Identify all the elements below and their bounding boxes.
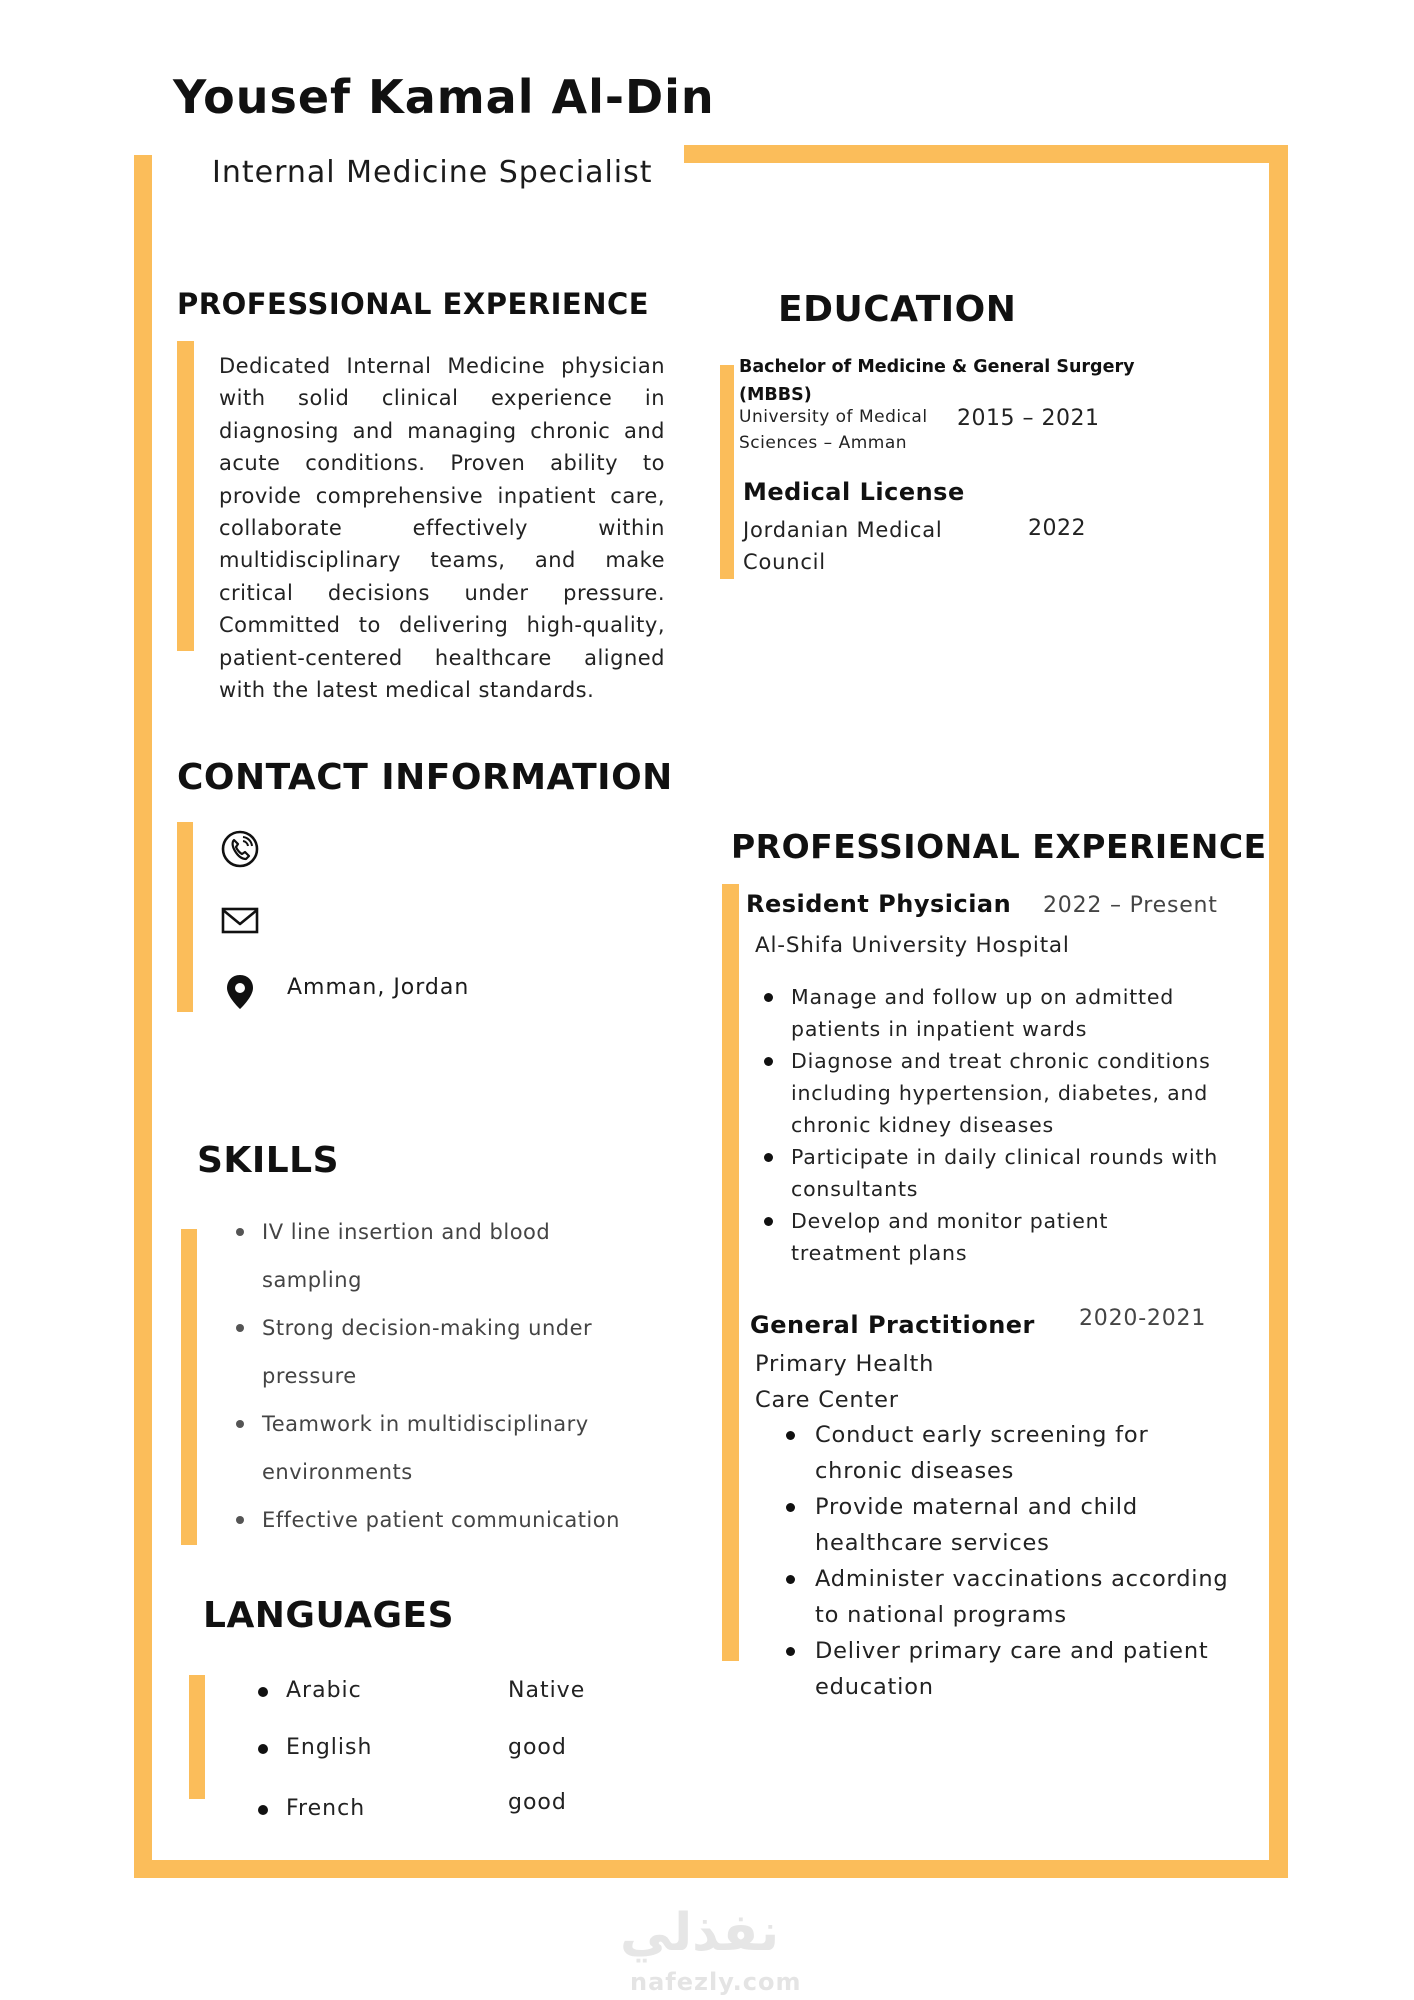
mail-icon	[220, 900, 260, 940]
education-school: University of Medical Sciences – Amman	[739, 407, 928, 453]
summary-accent-bar	[177, 341, 194, 651]
job-duty: Provide maternal and child healthcare services	[786, 1489, 1241, 1561]
languages-heading: LANGUAGES	[203, 1595, 455, 1636]
job-dates: 2022 – Present	[1043, 893, 1218, 918]
job-duties-list	[786, 1417, 1241, 1705]
job-duty: Manage and follow up on admitted patients in inpatient wards	[764, 981, 1224, 1045]
job-duty: Participate in daily clinical rounds with consultants	[764, 1141, 1224, 1205]
job-organization: Al-Shifa University Hospital	[755, 933, 1070, 958]
language-name: Arabic	[286, 1678, 362, 1703]
license-year: 2022	[1028, 516, 1086, 541]
language-level: Native	[508, 1678, 586, 1703]
watermark-latin: nafezly.com	[630, 1968, 802, 1996]
job-duty: Administer vaccinations according to national programs	[786, 1561, 1241, 1633]
location-pin-icon	[220, 972, 260, 1012]
experience-accent-bar	[722, 884, 739, 1661]
bullet-icon	[258, 1687, 268, 1697]
job-duty: Conduct early screening for chronic diseases	[786, 1417, 1241, 1489]
languages-accent-bar	[189, 1675, 205, 1799]
education-heading: EDUCATION	[778, 289, 1017, 330]
experience-heading: PROFESSIONAL EXPERIENCE	[731, 827, 1267, 866]
contact-accent-bar	[177, 822, 193, 1012]
frame-left-bar	[134, 155, 152, 1878]
education-accent-bar	[720, 365, 734, 579]
job-dates: 2020-2021	[1079, 1306, 1207, 1331]
summary-heading: PROFESSIONAL EXPERIENCE	[177, 287, 650, 321]
contact-heading: CONTACT INFORMATION	[177, 757, 673, 798]
job-title: General Practitioner	[750, 1311, 1035, 1339]
job-duty: Diagnose and treat chronic conditions including hypertension, diabetes, and chronic kidney diseases	[764, 1045, 1224, 1141]
job-duty: Deliver primary care and patient education	[786, 1633, 1241, 1705]
language-name: French	[286, 1796, 366, 1821]
education-degree: Bachelor of Medicine & General Surgery (MBBS)	[739, 357, 1135, 405]
watermark-arabic: نفذلي	[620, 1903, 780, 1963]
skill-item: Teamwork in multidisciplinary environments	[232, 1400, 652, 1496]
job-duties-list	[764, 981, 1224, 1269]
person-name: Yousef Kamal Al-Din	[173, 70, 715, 124]
language-level: good	[508, 1735, 567, 1760]
bullet-icon	[258, 1744, 268, 1754]
bullet-icon	[258, 1805, 268, 1815]
job-organization: Primary Health Care Center	[755, 1351, 935, 1413]
location-text: Amman, Jordan	[287, 975, 470, 1000]
skill-item: IV line insertion and blood sampling	[232, 1208, 652, 1304]
job-title-subtitle: Internal Medicine Specialist	[212, 155, 653, 190]
summary-text: Dedicated Internal Medicine physician with solid clinical experience in diagnosing and managing chronic and acute conditions. Proven ability to provide comprehensive inpatient care, collaborate effectively within multidisciplinary teams, and make critical decisions under pressure. Committed to delivering high-quality, patient-centered healthcare aligned with the latest medical standards.	[219, 354, 665, 703]
skills-accent-bar	[181, 1229, 197, 1545]
language-name: English	[286, 1735, 373, 1760]
skills-list	[232, 1208, 652, 1544]
language-level: good	[508, 1790, 567, 1815]
license-body: Jordanian Medical Council	[743, 518, 943, 574]
frame-right-bar	[1269, 145, 1288, 1878]
skills-heading: SKILLS	[197, 1140, 340, 1181]
education-years: 2015 – 2021	[957, 406, 1100, 431]
license-title: Medical License	[743, 478, 965, 506]
frame-top-bar	[684, 145, 1288, 163]
phone-icon	[220, 829, 260, 869]
job-title: Resident Physician	[746, 890, 1012, 918]
skill-item: Strong decision-making under pressure	[232, 1304, 652, 1400]
frame-bottom-bar	[134, 1860, 1288, 1878]
skill-item: Effective patient communication	[232, 1496, 652, 1544]
job-duty: Develop and monitor patient treatment plans	[764, 1205, 1224, 1269]
